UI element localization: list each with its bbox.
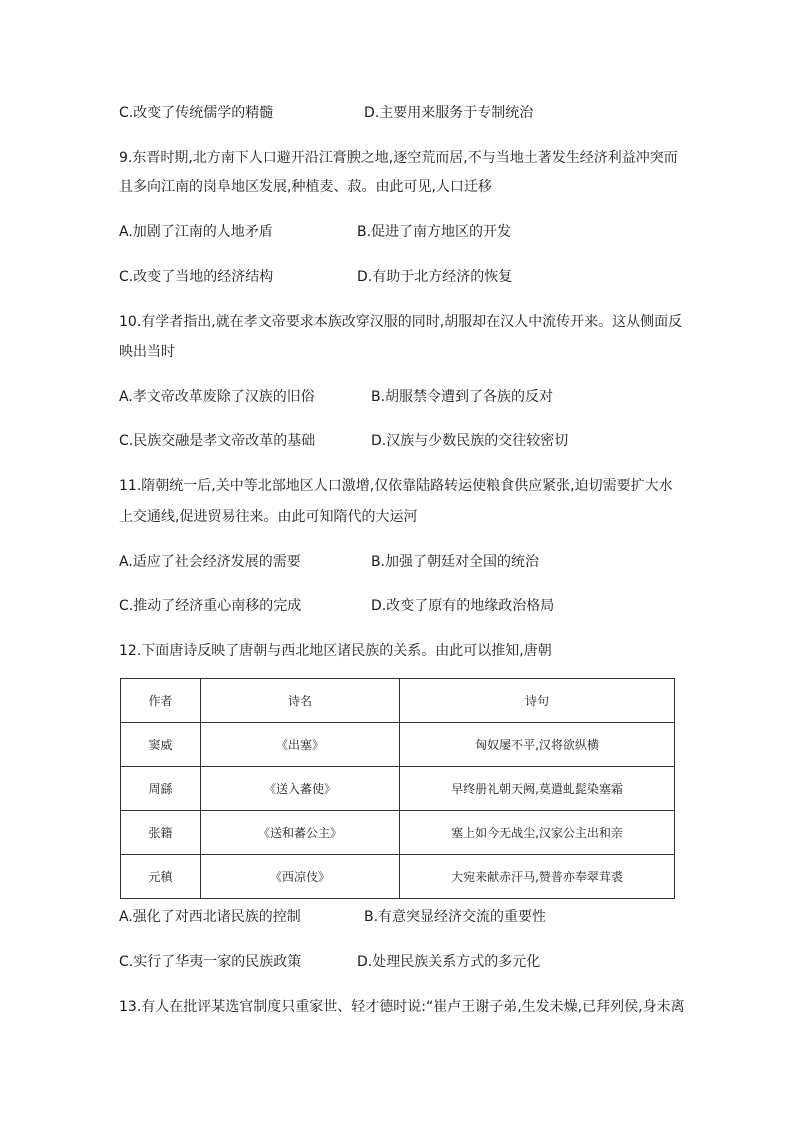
cell-poem-title: 《西凉伎》 [201,855,400,899]
q10-option-c: C.民族交融是孝文帝改革的基础 [119,433,316,449]
q9-stem-line2: 且多向江南的岗阜地区发展,种植麦、菽。由此可见,人口迁移 [119,179,492,195]
q9-option-c: C.改变了当地的经济结构 [119,269,274,285]
q9-option-b: B.促进了南方地区的开发 [357,224,512,240]
q12-option-b: B.有意突显经济交流的重要性 [364,909,547,925]
table-row [121,723,675,767]
q11-option-c: C.推动了经济重心南移的完成 [119,598,302,614]
q11-option-b: B.加强了朝廷对全国的统治 [371,554,540,570]
cell-verse: 匈奴屡不平,汉将欲纵横 [400,723,675,767]
header-author: 作者 [121,679,201,723]
q11-stem-line2: 上交通线,促进贸易往来。由此可知隋代的大运河 [119,509,418,525]
cell-author: 张籍 [121,811,201,855]
q12-option-a: A.强化了对西北诸民族的控制 [119,909,301,925]
q8-option-d: D.主要用来服务于专制统治 [364,105,534,121]
cell-poem-title: 《送入蕃使》 [201,767,400,811]
table-row [121,811,675,855]
q9-option-d: D.有助于北方经济的恢复 [357,269,513,285]
cell-poem-title: 《出塞》 [201,723,400,767]
q11-option-d: D.改变了原有的地缘政治格局 [371,598,555,614]
q13-stem-line1: 13.有人在批评某选官制度只重家世、轻才德时说:“崔卢王谢子弟,生发未燥,已拜列侯,身未离 [119,999,685,1015]
table-header-row [121,679,675,723]
q10-stem-line2: 映出当时 [119,344,175,360]
cell-verse: 大宛来献赤汗马,赞普亦奉翠茸裘 [400,855,675,899]
table-row [121,767,675,811]
q9-option-a: A.加剧了江南的人地矛盾 [119,224,273,240]
cell-verse: 塞上如今无战尘,汉家公主出和亲 [400,811,675,855]
q8-option-c: C.改变了传统儒学的精髓 [119,105,274,121]
q11-stem-line1: 11.隋朝统一后,关中等北部地区人口激增,仅依靠陆路转运使粮食供应紧张,迫切需要扩大水 [119,478,673,494]
q10-option-a: A.孝文帝改革废除了汉族的旧俗 [119,389,315,405]
q11-option-a: A.适应了社会经济发展的需要 [119,554,301,570]
cell-author: 元稹 [121,855,201,899]
q12-option-c: C.实行了华夷一家的民族政策 [119,954,302,970]
cell-author: 窦威 [121,723,201,767]
poem-table [120,678,675,899]
q9-stem-line1: 9.东晋时期,北方南下人口避开沿江膏腴之地,逐空荒而居,不与当地土著发生经济利益冲突而 [119,150,678,166]
header-poem-title: 诗名 [201,679,400,723]
q12-option-d: D.处理民族关系方式的多元化 [357,954,541,970]
header-verse: 诗句 [400,679,675,723]
table-row [121,855,675,899]
cell-author: 周繇 [121,767,201,811]
cell-verse: 早终册礼朝天阙,莫遣虬髭染塞霜 [400,767,675,811]
q10-option-d: D.汉族与少数民族的交往较密切 [371,433,569,449]
q10-option-b: B.胡服禁令遭到了各族的反对 [371,389,554,405]
q10-stem-line1: 10.有学者指出,就在孝文帝要求本族改穿汉服的同时,胡服却在汉人中流传开来。这从侧面反 [119,314,683,330]
cell-poem-title: 《送和蕃公主》 [201,811,400,855]
q12-stem: 12.下面唐诗反映了唐朝与西北地区诸民族的关系。由此可以推知,唐朝 [119,643,552,659]
